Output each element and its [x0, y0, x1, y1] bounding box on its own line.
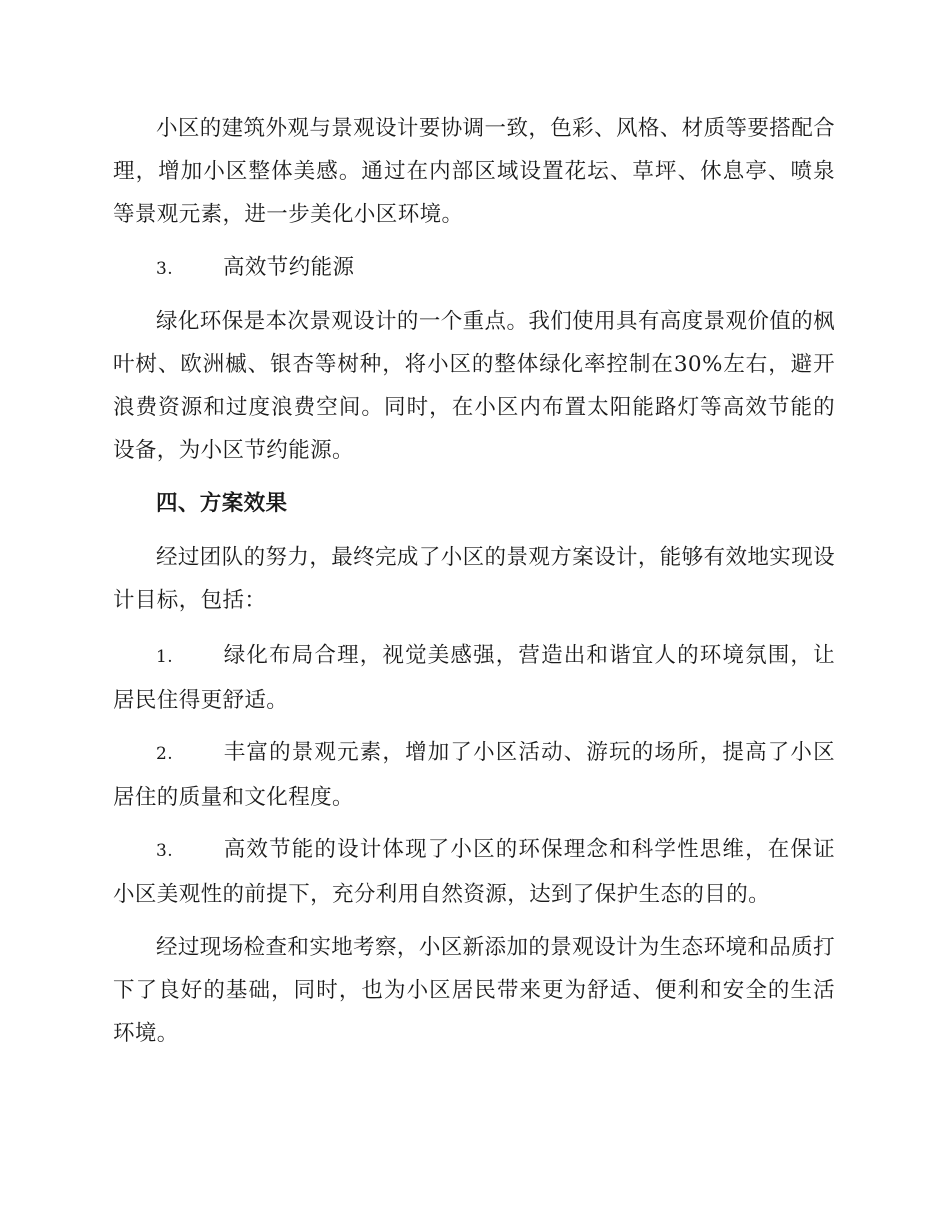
section-heading-results: 四、方案效果	[156, 491, 288, 516]
paragraph-green-environment: 绿化环保是本次景观设计的一个重点。我们使用具有高度景观价值的枫叶树、欧洲槭、银杏等树种，将小区的整体绿化率控制在30%左右，避开浪费资源和过度浪费空间。同时，在小区内布置太阳能路灯等高效节能的设备，为小区节约能源。	[113, 309, 835, 463]
list-item-number: 1.	[156, 647, 174, 667]
list-item-number: 3.	[156, 259, 174, 279]
list-item-number: 3.	[156, 841, 174, 861]
list-item-text: 绿化布局合理，视觉美感强，营造出和谐宜人的环境氛围，让居民住得更舒适。	[113, 643, 835, 713]
list-item-number: 2.	[156, 744, 174, 764]
list-item-text: 高效节能的设计体现了小区的环保理念和科学性思维，在保证小区美观性的前提下，充分利用自然资源，达到了保护生态的目的。	[113, 837, 835, 907]
list-item-result-3	[113, 828, 835, 916]
list-item-result-2	[113, 731, 835, 819]
list-item-result-1	[113, 634, 835, 722]
paragraph-conclusion: 经过现场检查和实地考察，小区新添加的景观设计为生态环境和品质打下了良好的基础，同时，也为小区居民带来更为舒适、便利和安全的生活环境。	[113, 935, 835, 1046]
list-item-energy-saving	[113, 246, 835, 291]
paragraph-results-intro: 经过团队的努力，最终完成了小区的景观方案设计，能够有效地实现设计目标，包括：	[113, 545, 835, 613]
list-item-text: 高效节约能源	[223, 255, 355, 280]
paragraph-architecture-landscape: 小区的建筑外观与景观设计要协调一致，色彩、风格、材质等要搭配合理，增加小区整体美感。通过在内部区域设置花坛、草坪、休息亭、喷泉等景观元素，进一步美化小区环境。	[113, 116, 835, 227]
list-item-text: 丰富的景观元素，增加了小区活动、游玩的场所，提高了小区居住的质量和文化程度。	[113, 740, 835, 810]
